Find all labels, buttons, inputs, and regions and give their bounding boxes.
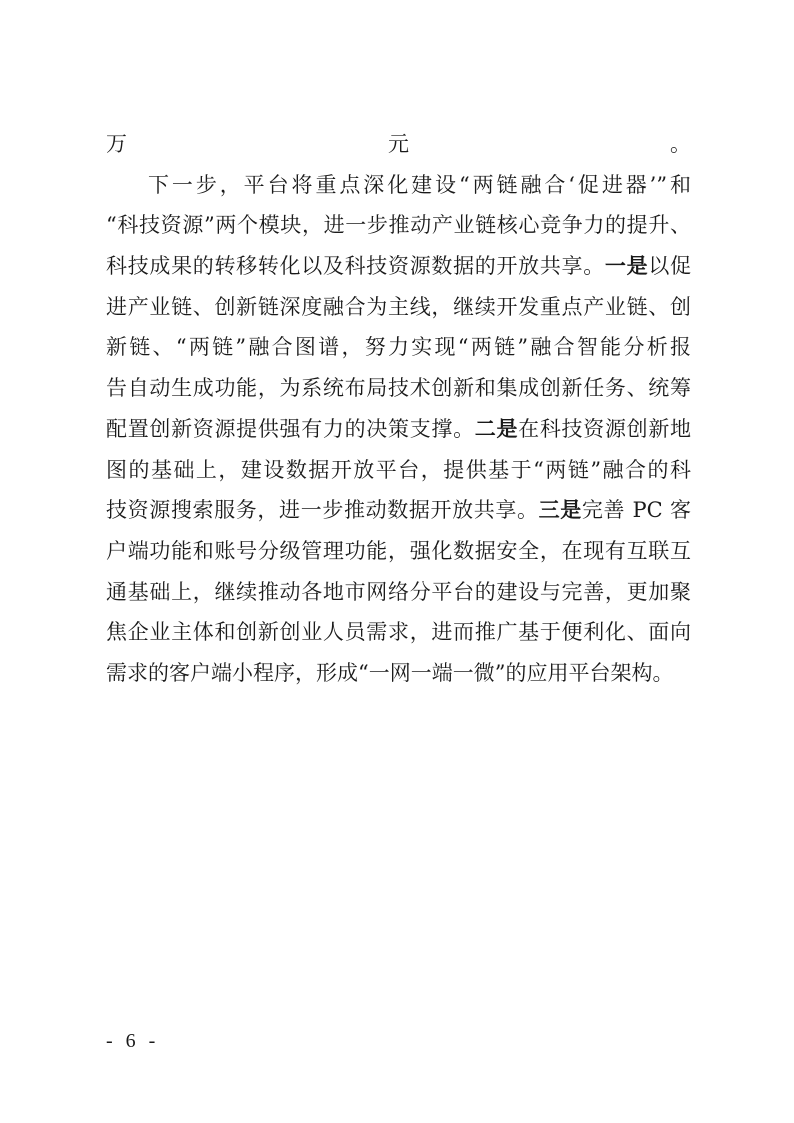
text-run: “科技资源”两个模块，进一步推动产业链核心竞争力的提升、 [106, 213, 691, 238]
text-run: 进产业链、创新链深度融合为主线，继续开发重点产业链、创 [106, 294, 691, 319]
text-run: 新链、“两链”融合图谱，努力实现“两链”融合智能分析报 [106, 335, 691, 360]
text-run: 下一步，平台将重点深化建设“两链融合‘促进器’”和 [148, 172, 691, 197]
paragraph-line [106, 327, 691, 368]
text-run: 需求的客户端小程序，形成“一网一端一微”的应用平台架构。 [106, 660, 674, 685]
text-run: 图的基础上，建设数据开放平台，提供基于“两链”融合的科 [106, 457, 691, 482]
continuation-line: 万元。 [106, 132, 691, 156]
body-text [106, 124, 691, 694]
text-run: 告自动生成功能，为系统布局技术创新和集成创新任务、统筹 [106, 376, 691, 401]
bold-lead: 三是 [538, 498, 582, 523]
text-run: 在科技资源创新地 [518, 416, 692, 441]
bold-lead: 一是 [604, 254, 649, 279]
text-run: 配置创新资源提供强有力的决策支撑。 [106, 416, 475, 441]
paragraph-line [106, 205, 691, 246]
text-run: 户端功能和账号分级管理功能，强化数据安全，在现有互联互 [106, 538, 691, 563]
text-run: 以促 [648, 254, 692, 279]
text-run: 完善 PC 客 [581, 498, 691, 523]
bold-lead: 二是 [474, 416, 519, 441]
text-run: 通基础上，继续推动各地市网络分平台的建设与完善，更加聚 [106, 579, 691, 604]
text-run: 技资源搜索服务，进一步推动数据开放共享。 [106, 498, 539, 523]
text-run: 科技成果的转移转化以及科技资源数据的开放共享。 [106, 254, 605, 279]
paragraph-line [106, 165, 691, 206]
paragraph-line [106, 450, 691, 491]
paragraph-line [106, 531, 691, 572]
paragraph-line [106, 653, 691, 694]
paragraph-line [106, 490, 691, 531]
paragraph-line [106, 612, 691, 653]
paragraph-line [106, 287, 691, 328]
paragraph-line [106, 572, 691, 613]
page-number: - 6 - [106, 1030, 160, 1052]
text-run: 焦企业主体和创新创业人员需求，进而推广基于便利化、面向 [106, 620, 691, 645]
paragraph-line [106, 368, 691, 409]
paragraph-line [106, 246, 691, 287]
paragraph-line [106, 409, 691, 450]
